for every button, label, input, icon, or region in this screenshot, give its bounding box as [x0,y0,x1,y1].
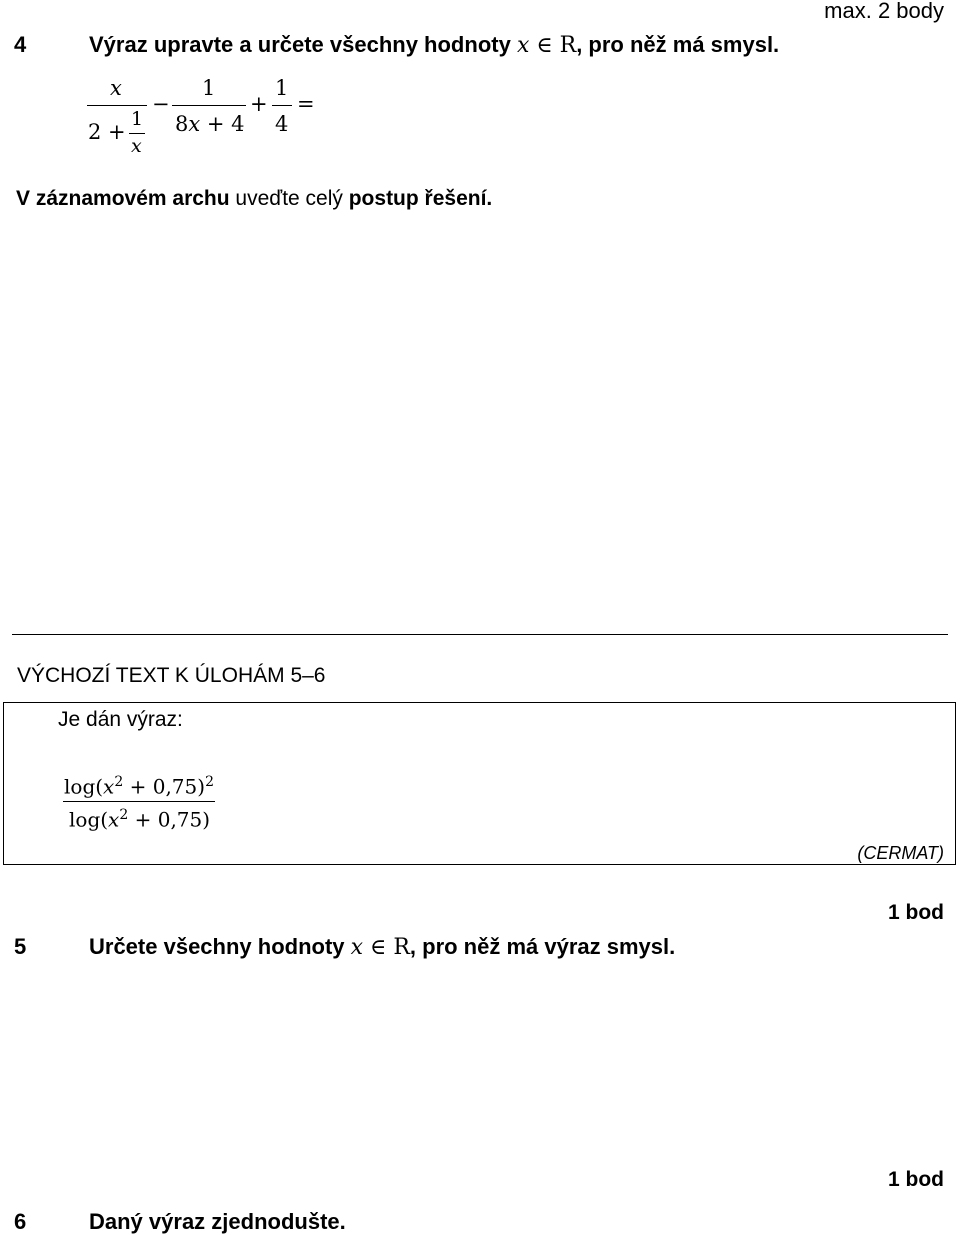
task4-points: max. 2 body [824,0,944,23]
task4-set: ∈ R [529,33,577,58]
task4-text-after: , pro něž má smysl. [576,32,780,57]
source-section-title: VÝCHOZÍ TEXT K ÚLOHÁM 5–6 [17,664,326,687]
task5-text-before: Určete všechny hodnoty [89,934,351,959]
task6-points: 1 bod [888,1168,944,1191]
log-numerator-a: log( [64,774,104,799]
task5-points: 1 bod [888,901,944,924]
log-denominator-b: + 0,75) [128,807,211,832]
frac2-denominator-b: + 4 [200,112,245,136]
task6-question: Daný výraz zjednodušte. [89,1209,346,1234]
frac2-numerator: 1 [202,76,216,100]
equals-sign: = [297,92,315,116]
source-citation: (CERMAT) [857,843,944,863]
task5-var: x [350,935,364,960]
source-expression [0,700,960,850]
instruction-normal: uveďte celý [229,187,349,210]
task4-text-before: Výraz upravte a určete všechny hodnoty [89,32,517,57]
instruction-bold-1: V záznamovém archu [16,187,230,210]
task4-var: x [516,33,530,58]
task4-instruction [16,187,492,211]
log-numerator-exp-outer: 2 [205,774,214,790]
log-denominator-x: x [108,807,120,832]
frac3-numerator: 1 [275,76,289,100]
task6-number: 6 [14,1209,27,1234]
section-divider [12,634,948,635]
minus-sign: − [152,92,170,116]
log-fraction-bar [63,801,215,802]
frac2-denominator-x: x [188,112,201,136]
frac2-denominator-a: 8 [175,112,189,136]
log-numerator-x: x [103,774,115,799]
task4-expression [0,0,960,180]
plus-sign: + [250,92,268,116]
frac1-inner-denominator: x [131,135,142,157]
log-denominator-a: log( [69,807,109,832]
frac3-denominator: 4 [275,112,289,136]
frac1-numerator: x [110,76,122,100]
task4-number: 4 [14,32,27,57]
task5-set: ∈ R [363,935,410,960]
task5-question [89,934,675,960]
frac3-bar [272,105,292,106]
frac1-inner-numerator: 1 [131,108,144,130]
frac1-inner-bar [129,133,145,134]
frac1-denominator-prefix: 2 + [88,120,126,144]
task5-number: 5 [14,934,27,959]
frac2-bar [172,105,246,106]
source-intro: Je dán výraz: [58,708,183,731]
log-denominator-exp: 2 [119,807,129,823]
task5-text-after: , pro něž má výraz smysl. [409,934,676,959]
instruction-bold-2: postup řešení. [348,187,493,210]
log-numerator-b: + 0,75) [123,774,206,799]
log-numerator-exp: 2 [114,774,124,790]
frac1-bar [87,105,147,106]
